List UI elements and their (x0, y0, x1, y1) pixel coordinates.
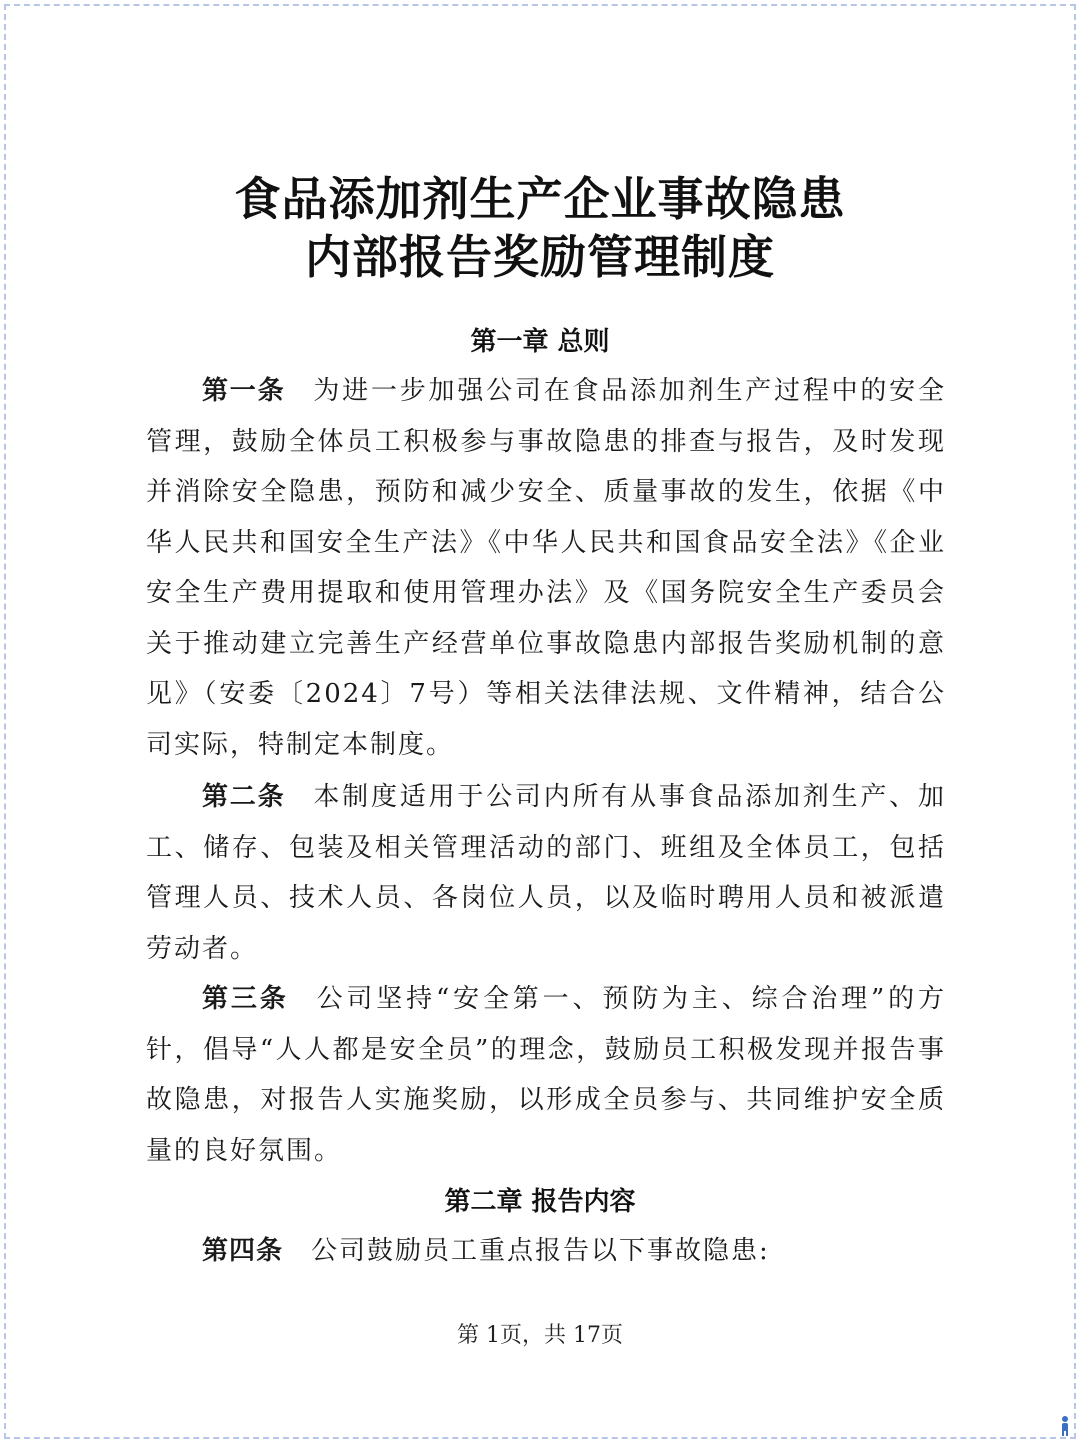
article3-text: 公司坚持“安全第一、预防为主、综合治理”的方针，倡导“人人都是安全员”的理念，鼓励员工积极发现并报告事故隐患，对报告人实施奖励，以形成全员参与、共同维护安全质量的良好氛围。 (146, 984, 946, 1166)
article2-label: 第二条 (202, 782, 286, 812)
article4-label: 第四条 (202, 1236, 284, 1266)
article1-text: 为进一步加强公司在食品添加剂生产过程中的安全管理，鼓励全体员工积极参与事故隐患的排查与报告，及时发现并消除安全隐患，预防和减少安全、质量事故的发生，依据《中华人民共和国安全生产法》《中华人民共和国食品安全法》《企业安全生产费用提取和使用管理办法》及《国务院安全生产委员会关于推动建立完善生产经营单位事故隐患内部报告奖励机制的意见》（安委〔2024〕7号）等相关法律法规、文件精神，结合公司实际，特制定本制度。 (146, 376, 946, 760)
article1-label: 第一条 (202, 376, 286, 406)
article3-paragraph (146, 974, 946, 1176)
article4-paragraph (146, 1226, 946, 1277)
article3-label: 第三条 (202, 984, 289, 1014)
chapter1-heading: 第一章 总则 (470, 327, 610, 357)
person-figure-icon (1058, 1415, 1072, 1437)
document-title-line2: 内部报告奖励管理制度 (305, 230, 775, 284)
article1-paragraph (146, 366, 946, 770)
page-footer: 第 1页，共 17页 (457, 1323, 623, 1348)
article4-text: 公司鼓励员工重点报告以下事故隐患: (311, 1236, 770, 1266)
article2-text: 本制度适用于公司内所有从事食品添加剂生产、加工、储存、包装及相关管理活动的部门、班组及全体员工，包括管理人员、技术人员、各岗位人员，以及临时聘用人员和被派遣劳动者。 (146, 782, 946, 964)
chapter2-heading: 第二章 报告内容 (444, 1187, 636, 1217)
document-title-line1: 食品添加剂生产企业事故隐患 (234, 172, 846, 226)
article2-paragraph (146, 772, 946, 974)
